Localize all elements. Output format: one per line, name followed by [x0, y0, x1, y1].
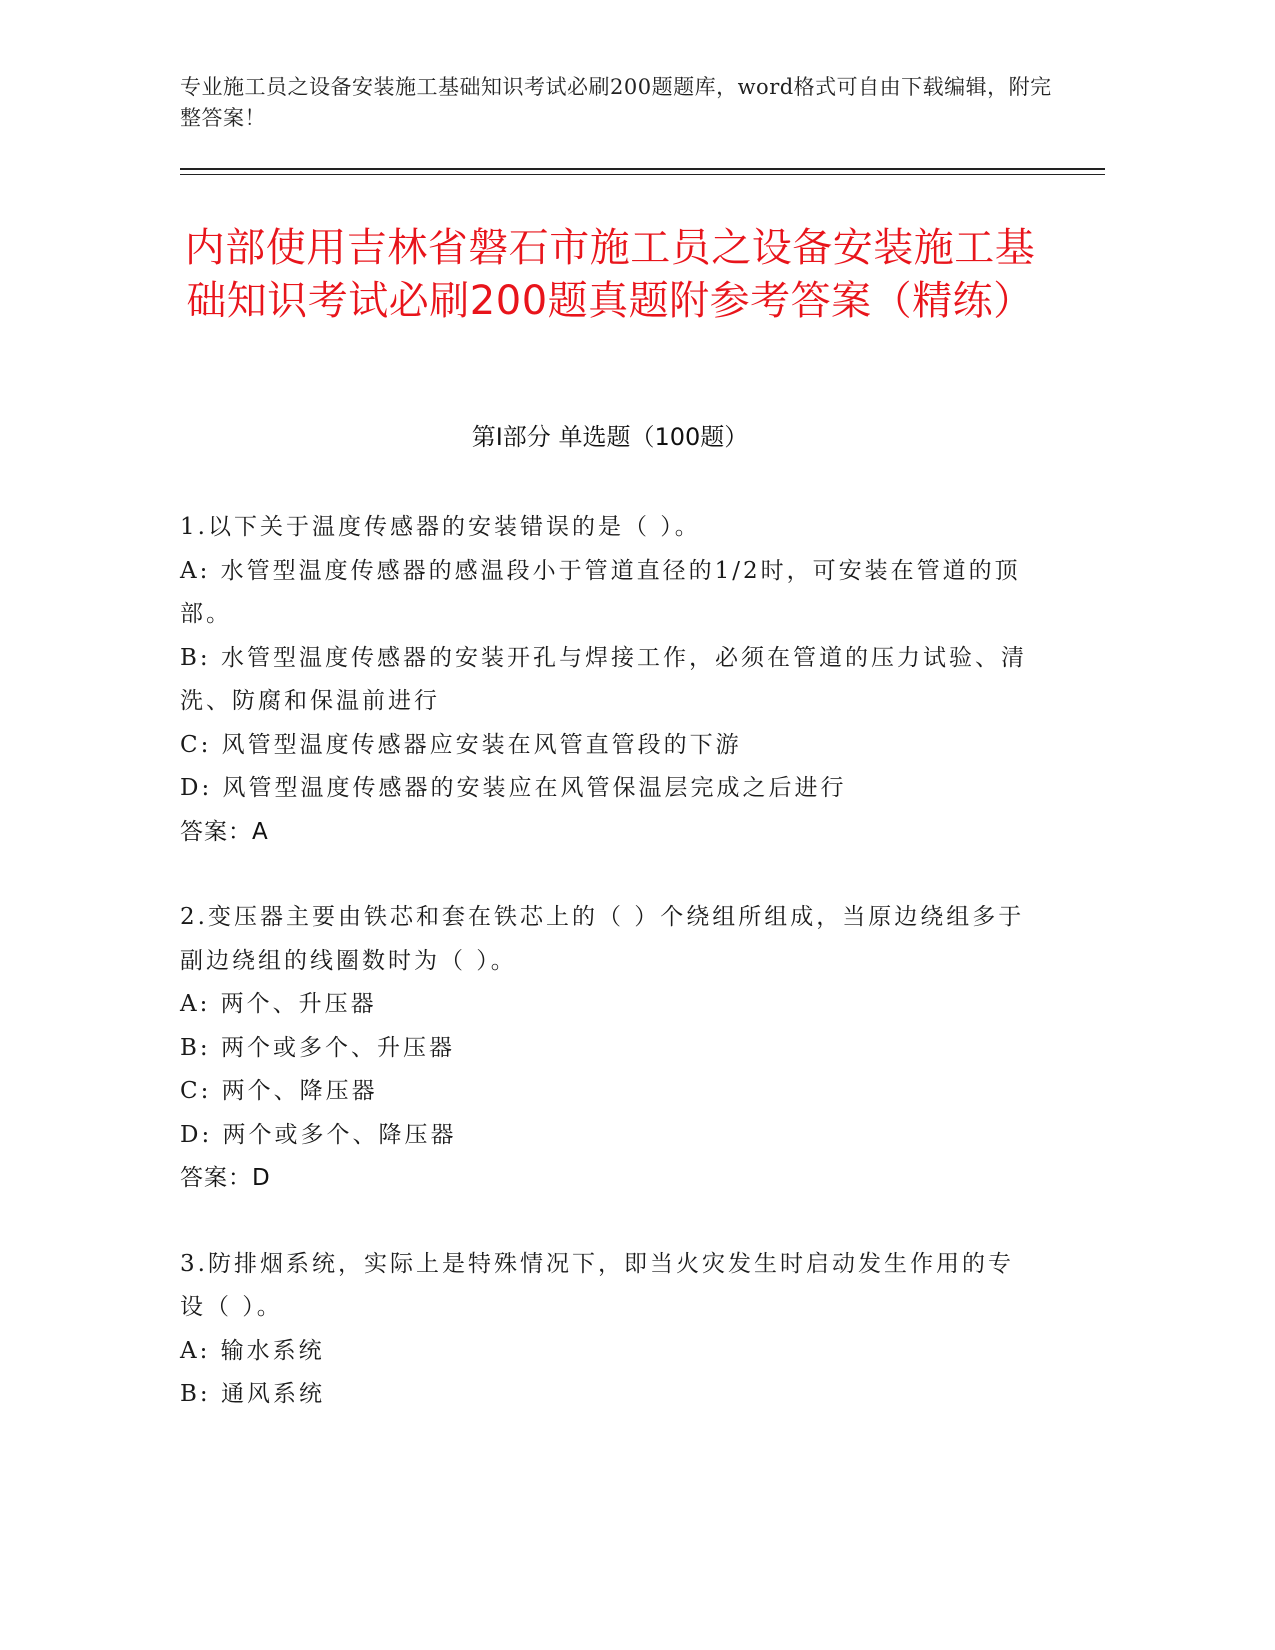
question-stem: 1.以下关于温度传感器的安装错误的是（ ）。	[180, 514, 701, 540]
option-b: B: 两个或多个、升压器	[180, 1034, 455, 1061]
option-b: B: 通风系统	[180, 1381, 325, 1407]
question-2	[180, 896, 1030, 1201]
option-a: A: 水管型温度传感器的感温段小于管道直径的1/2时，可安装在管道的顶部。	[180, 557, 1021, 627]
option-b: B: 水管型温度传感器的安装开孔与焊接工作，必须在管道的压力试验、清洗、防腐和保温前进行	[180, 644, 1027, 714]
option-c: C: 风管型温度传感器应安装在风管直管段的下游	[180, 731, 742, 758]
answer: 答案：A	[180, 818, 269, 845]
question-stem: 3.防排烟系统，实际上是特殊情况下，即当火灾发生时启动发生作用的专设（ ）。	[180, 1250, 1014, 1320]
option-a: A: 两个、升压器	[180, 991, 377, 1017]
header-divider-thick	[180, 168, 1105, 170]
question-3	[180, 1243, 1030, 1417]
section-title: 第Ⅰ部分 单选题（100题）	[471, 423, 749, 451]
answer: 答案：D	[180, 1165, 271, 1191]
header-divider-thin	[180, 174, 1105, 175]
question-stem: 2.变压器主要由铁芯和套在铁芯上的（ ）个绕组所组成，当原边绕组多于副边绕组的线圈数时为（ ）。	[180, 904, 1025, 974]
document-title: 内部使用吉林省磐石市施工员之设备安装施工基础知识考试必刷200题真题附参考答案（精练）	[184, 225, 1036, 324]
option-d: D: 两个或多个、降压器	[180, 1121, 457, 1148]
question-list	[180, 506, 1030, 1459]
question-1	[180, 506, 1030, 854]
option-d: D: 风管型温度传感器的安装应在风管保温层完成之后进行	[180, 775, 847, 801]
option-a: A: 输水系统	[180, 1337, 325, 1364]
header-note: 专业施工员之设备安装施工基础知识考试必刷200题题库，word格式可自由下载编辑，附完整答案！	[180, 75, 1052, 130]
option-c: C: 两个、降压器	[180, 1078, 378, 1104]
